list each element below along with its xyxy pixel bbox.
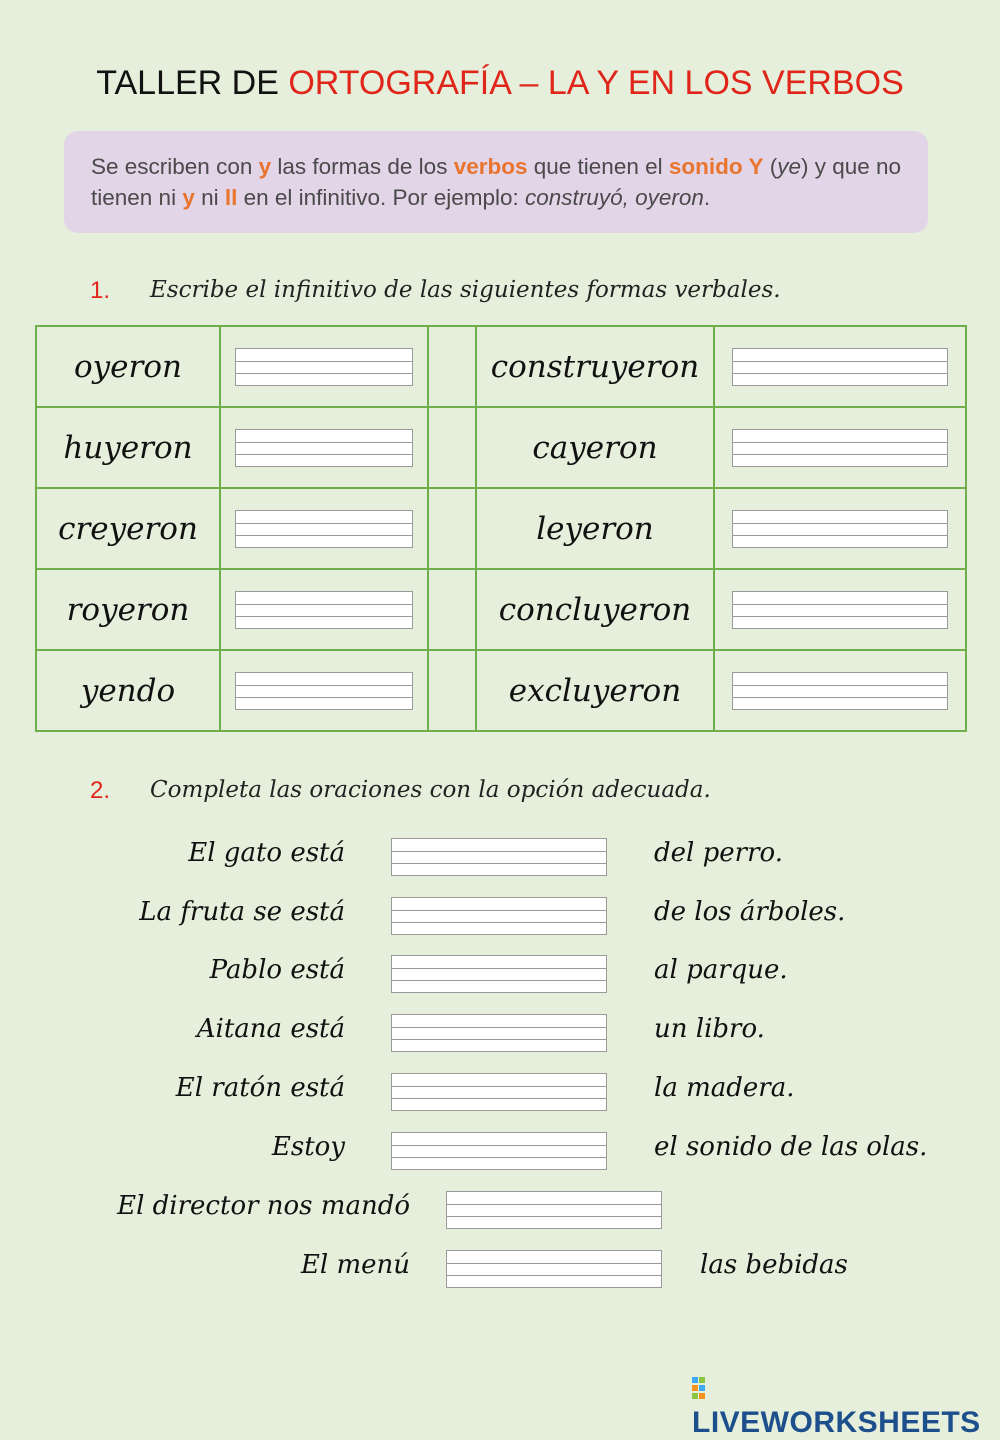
sentence-answer-field[interactable] <box>446 1250 662 1288</box>
sentence-end: de los árboles. <box>654 897 846 927</box>
answer-field-right[interactable] <box>732 591 948 629</box>
sentence-answer-field[interactable] <box>391 955 607 993</box>
answer-field-left[interactable] <box>235 429 413 467</box>
answer-field-right[interactable] <box>732 510 948 548</box>
spacer-cell <box>428 569 476 650</box>
exercise-1-instruction: Escribe el infinitivo de las siguientes formas verbales. <box>150 277 781 303</box>
sentence-start: El ratón está <box>175 1073 345 1103</box>
rule-text-part: ye <box>777 154 801 179</box>
verb-form-right: leyeron <box>536 510 654 547</box>
rule-box <box>64 131 928 233</box>
verb-form-left: oyeron <box>74 348 182 385</box>
title-prefix: TALLER DE <box>96 64 289 102</box>
answer-field-left[interactable] <box>235 510 413 548</box>
verb-form-left: royeron <box>66 591 190 628</box>
rule-text-part: y <box>258 154 272 179</box>
exercise-2-number: 2. <box>90 777 111 804</box>
sentence-start: Pablo está <box>209 955 345 985</box>
rule-text-part: y <box>182 185 195 210</box>
rule-text <box>91 151 911 213</box>
liveworksheets-icon <box>692 1377 712 1401</box>
verb-form-right: concluyeron <box>498 591 692 628</box>
sentence-start: El gato está <box>188 838 345 868</box>
rule-text-part: ( <box>763 154 778 179</box>
answer-field-left[interactable] <box>235 591 413 629</box>
sentence-start: La fruta se está <box>139 897 345 927</box>
verb-form-right: cayeron <box>532 429 658 466</box>
sentence-start: El menú <box>300 1250 410 1280</box>
table-row <box>36 488 966 569</box>
rule-text-part: ni <box>194 185 225 210</box>
spacer-cell <box>428 326 476 407</box>
rule-text-part: las formas de los <box>271 154 454 179</box>
sentence-start: El director nos mandó <box>117 1191 410 1221</box>
spacer-cell <box>428 488 476 569</box>
liveworksheets-logo <box>692 1372 1000 1440</box>
spacer-cell <box>428 407 476 488</box>
sentence-end: la madera. <box>654 1073 795 1103</box>
verb-form-right: excluyeron <box>508 672 682 709</box>
page-title <box>0 64 1000 103</box>
sentence-answer-field[interactable] <box>391 897 607 935</box>
title-highlight: ORTOGRAFÍA – LA Y EN LOS VERBOS <box>288 64 904 102</box>
sentence-answer-field[interactable] <box>391 838 607 876</box>
verb-form-right: construyeron <box>490 348 700 385</box>
spacer-cell <box>428 650 476 731</box>
rule-text-part: construyó, oyeron <box>525 185 704 210</box>
table-row <box>36 569 966 650</box>
rule-text-part: en el infinitivo. Por ejemplo: <box>237 185 526 210</box>
sentence-end: al parque. <box>654 955 788 985</box>
rule-text-part: . <box>703 185 711 210</box>
answer-field-left[interactable] <box>235 348 413 386</box>
verb-form-left: creyeron <box>58 510 198 547</box>
exercise-1-number: 1. <box>90 277 111 304</box>
table-row <box>36 650 966 731</box>
logo-text: LIVEWORKSHEETS <box>692 1406 981 1439</box>
sentence-end: las bebidas <box>700 1250 848 1280</box>
sentence-answer-field[interactable] <box>391 1132 607 1170</box>
verbs-table <box>35 325 967 732</box>
rule-text-part: sonido Y <box>668 154 764 179</box>
answer-field-right[interactable] <box>732 429 948 467</box>
sentence-answer-field[interactable] <box>446 1191 662 1229</box>
exercise-2-instruction: Completa las oraciones con la opción adecuada. <box>150 777 711 803</box>
rule-text-part: ll <box>224 185 238 210</box>
answer-field-right[interactable] <box>732 348 948 386</box>
sentence-start: Estoy <box>271 1132 345 1162</box>
rule-text-part: que tienen el <box>527 154 669 179</box>
sentence-end: un libro. <box>654 1014 765 1044</box>
table-row <box>36 326 966 407</box>
sentence-end: del perro. <box>654 838 783 868</box>
sentence-start: Aitana está <box>196 1014 345 1044</box>
verb-form-left: huyeron <box>63 429 193 466</box>
answer-field-left[interactable] <box>235 672 413 710</box>
sentence-answer-field[interactable] <box>391 1014 607 1052</box>
verb-form-left: yendo <box>80 672 176 709</box>
rule-text-part: Se escriben con <box>91 154 259 179</box>
rule-text-part: verbos <box>453 154 528 179</box>
answer-field-right[interactable] <box>732 672 948 710</box>
rule-text-part: ) y que no tienen ni <box>91 154 902 210</box>
table-row <box>36 407 966 488</box>
sentence-answer-field[interactable] <box>391 1073 607 1111</box>
sentence-end: el sonido de las olas. <box>654 1132 928 1162</box>
